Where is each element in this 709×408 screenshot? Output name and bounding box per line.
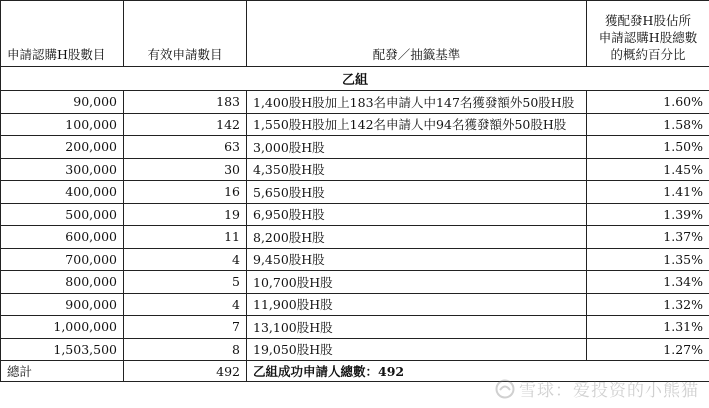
- total-row: [1, 361, 709, 382]
- cell-allocation-basis: 4,350股H股: [247, 158, 587, 181]
- header-pct-line-3: 的概約百分比: [610, 47, 686, 62]
- cell-allocation-basis: 1,550股H股加上142名申請人中94名獲發額外50股H股: [247, 113, 587, 136]
- header-pct-line-1: 獲配發H股佔所: [605, 13, 691, 28]
- table-row: [1, 113, 709, 136]
- cell-valid-applications: 5: [124, 271, 247, 294]
- table-row: [1, 271, 709, 294]
- cell-allocation-basis: 13,100股H股: [247, 316, 587, 339]
- cell-valid-applications: 63: [124, 136, 247, 159]
- cell-shares-applied: 100,000: [1, 113, 124, 136]
- cell-shares-applied: 300,000: [1, 158, 124, 181]
- cell-shares-applied: 400,000: [1, 181, 124, 204]
- table-row: [1, 181, 709, 204]
- group-title: 乙組: [1, 67, 709, 91]
- table-row: [1, 226, 709, 249]
- header-shares-applied: 申請認購H股數目: [1, 1, 124, 67]
- table-row: [1, 293, 709, 316]
- table-row: [1, 158, 709, 181]
- watermark-text: 雪球：爱投资的小熊猫: [519, 381, 699, 401]
- cell-approx-percentage: 1.50%: [587, 136, 709, 159]
- cell-approx-percentage: 1.32%: [587, 293, 709, 316]
- cell-valid-applications: 8: [124, 338, 247, 361]
- cell-valid-applications: 142: [124, 113, 247, 136]
- cell-shares-applied: 1,503,500: [1, 338, 124, 361]
- cell-allocation-basis: 1,400股H股加上183名申請人中147名獲發額外50股H股: [247, 91, 587, 114]
- group-row: [1, 67, 709, 91]
- total-applications: 492: [124, 361, 247, 382]
- total-basis: 乙組成功申請人總數：492: [247, 361, 709, 382]
- table-row: [1, 316, 709, 339]
- cell-allocation-basis: 11,900股H股: [247, 293, 587, 316]
- cell-valid-applications: 4: [124, 248, 247, 271]
- cell-allocation-basis: 19,050股H股: [247, 338, 587, 361]
- cell-approx-percentage: 1.37%: [587, 226, 709, 249]
- table-row: [1, 91, 709, 114]
- table-row: [1, 203, 709, 226]
- cell-shares-applied: 500,000: [1, 203, 124, 226]
- cell-approx-percentage: 1.34%: [587, 271, 709, 294]
- cell-valid-applications: 16: [124, 181, 247, 204]
- cell-approx-percentage: 1.45%: [587, 158, 709, 181]
- cell-approx-percentage: 1.41%: [587, 181, 709, 204]
- cell-valid-applications: 30: [124, 158, 247, 181]
- cell-approx-percentage: 1.39%: [587, 203, 709, 226]
- header-row: [1, 1, 709, 67]
- cell-approx-percentage: 1.35%: [587, 248, 709, 271]
- table-row: [1, 136, 709, 159]
- cell-shares-applied: 200,000: [1, 136, 124, 159]
- table-row: [1, 338, 709, 361]
- cell-shares-applied: 800,000: [1, 271, 124, 294]
- table-row: [1, 248, 709, 271]
- cell-valid-applications: 7: [124, 316, 247, 339]
- header-approx-percentage: [587, 1, 709, 67]
- cell-allocation-basis: 3,000股H股: [247, 136, 587, 159]
- cell-allocation-basis: 8,200股H股: [247, 226, 587, 249]
- cell-allocation-basis: 9,450股H股: [247, 248, 587, 271]
- total-label: 總計: [1, 361, 124, 382]
- cell-approx-percentage: 1.27%: [587, 338, 709, 361]
- cell-valid-applications: 4: [124, 293, 247, 316]
- header-pct-line-2: 申請認購H股總數: [598, 30, 698, 45]
- cell-valid-applications: 183: [124, 91, 247, 114]
- cell-shares-applied: 900,000: [1, 293, 124, 316]
- cell-shares-applied: 1,000,000: [1, 316, 124, 339]
- cell-allocation-basis: 5,650股H股: [247, 181, 587, 204]
- cell-valid-applications: 11: [124, 226, 247, 249]
- cell-approx-percentage: 1.60%: [587, 91, 709, 114]
- cell-approx-percentage: 1.31%: [587, 316, 709, 339]
- header-valid-applications: 有效申請數目: [124, 1, 247, 67]
- cell-allocation-basis: 6,950股H股: [247, 203, 587, 226]
- cell-valid-applications: 19: [124, 203, 247, 226]
- cell-shares-applied: 90,000: [1, 91, 124, 114]
- header-allocation-basis: 配發／抽籤基準: [247, 1, 587, 67]
- cell-shares-applied: 700,000: [1, 248, 124, 271]
- cell-shares-applied: 600,000: [1, 226, 124, 249]
- cell-allocation-basis: 10,700股H股: [247, 271, 587, 294]
- cell-approx-percentage: 1.58%: [587, 113, 709, 136]
